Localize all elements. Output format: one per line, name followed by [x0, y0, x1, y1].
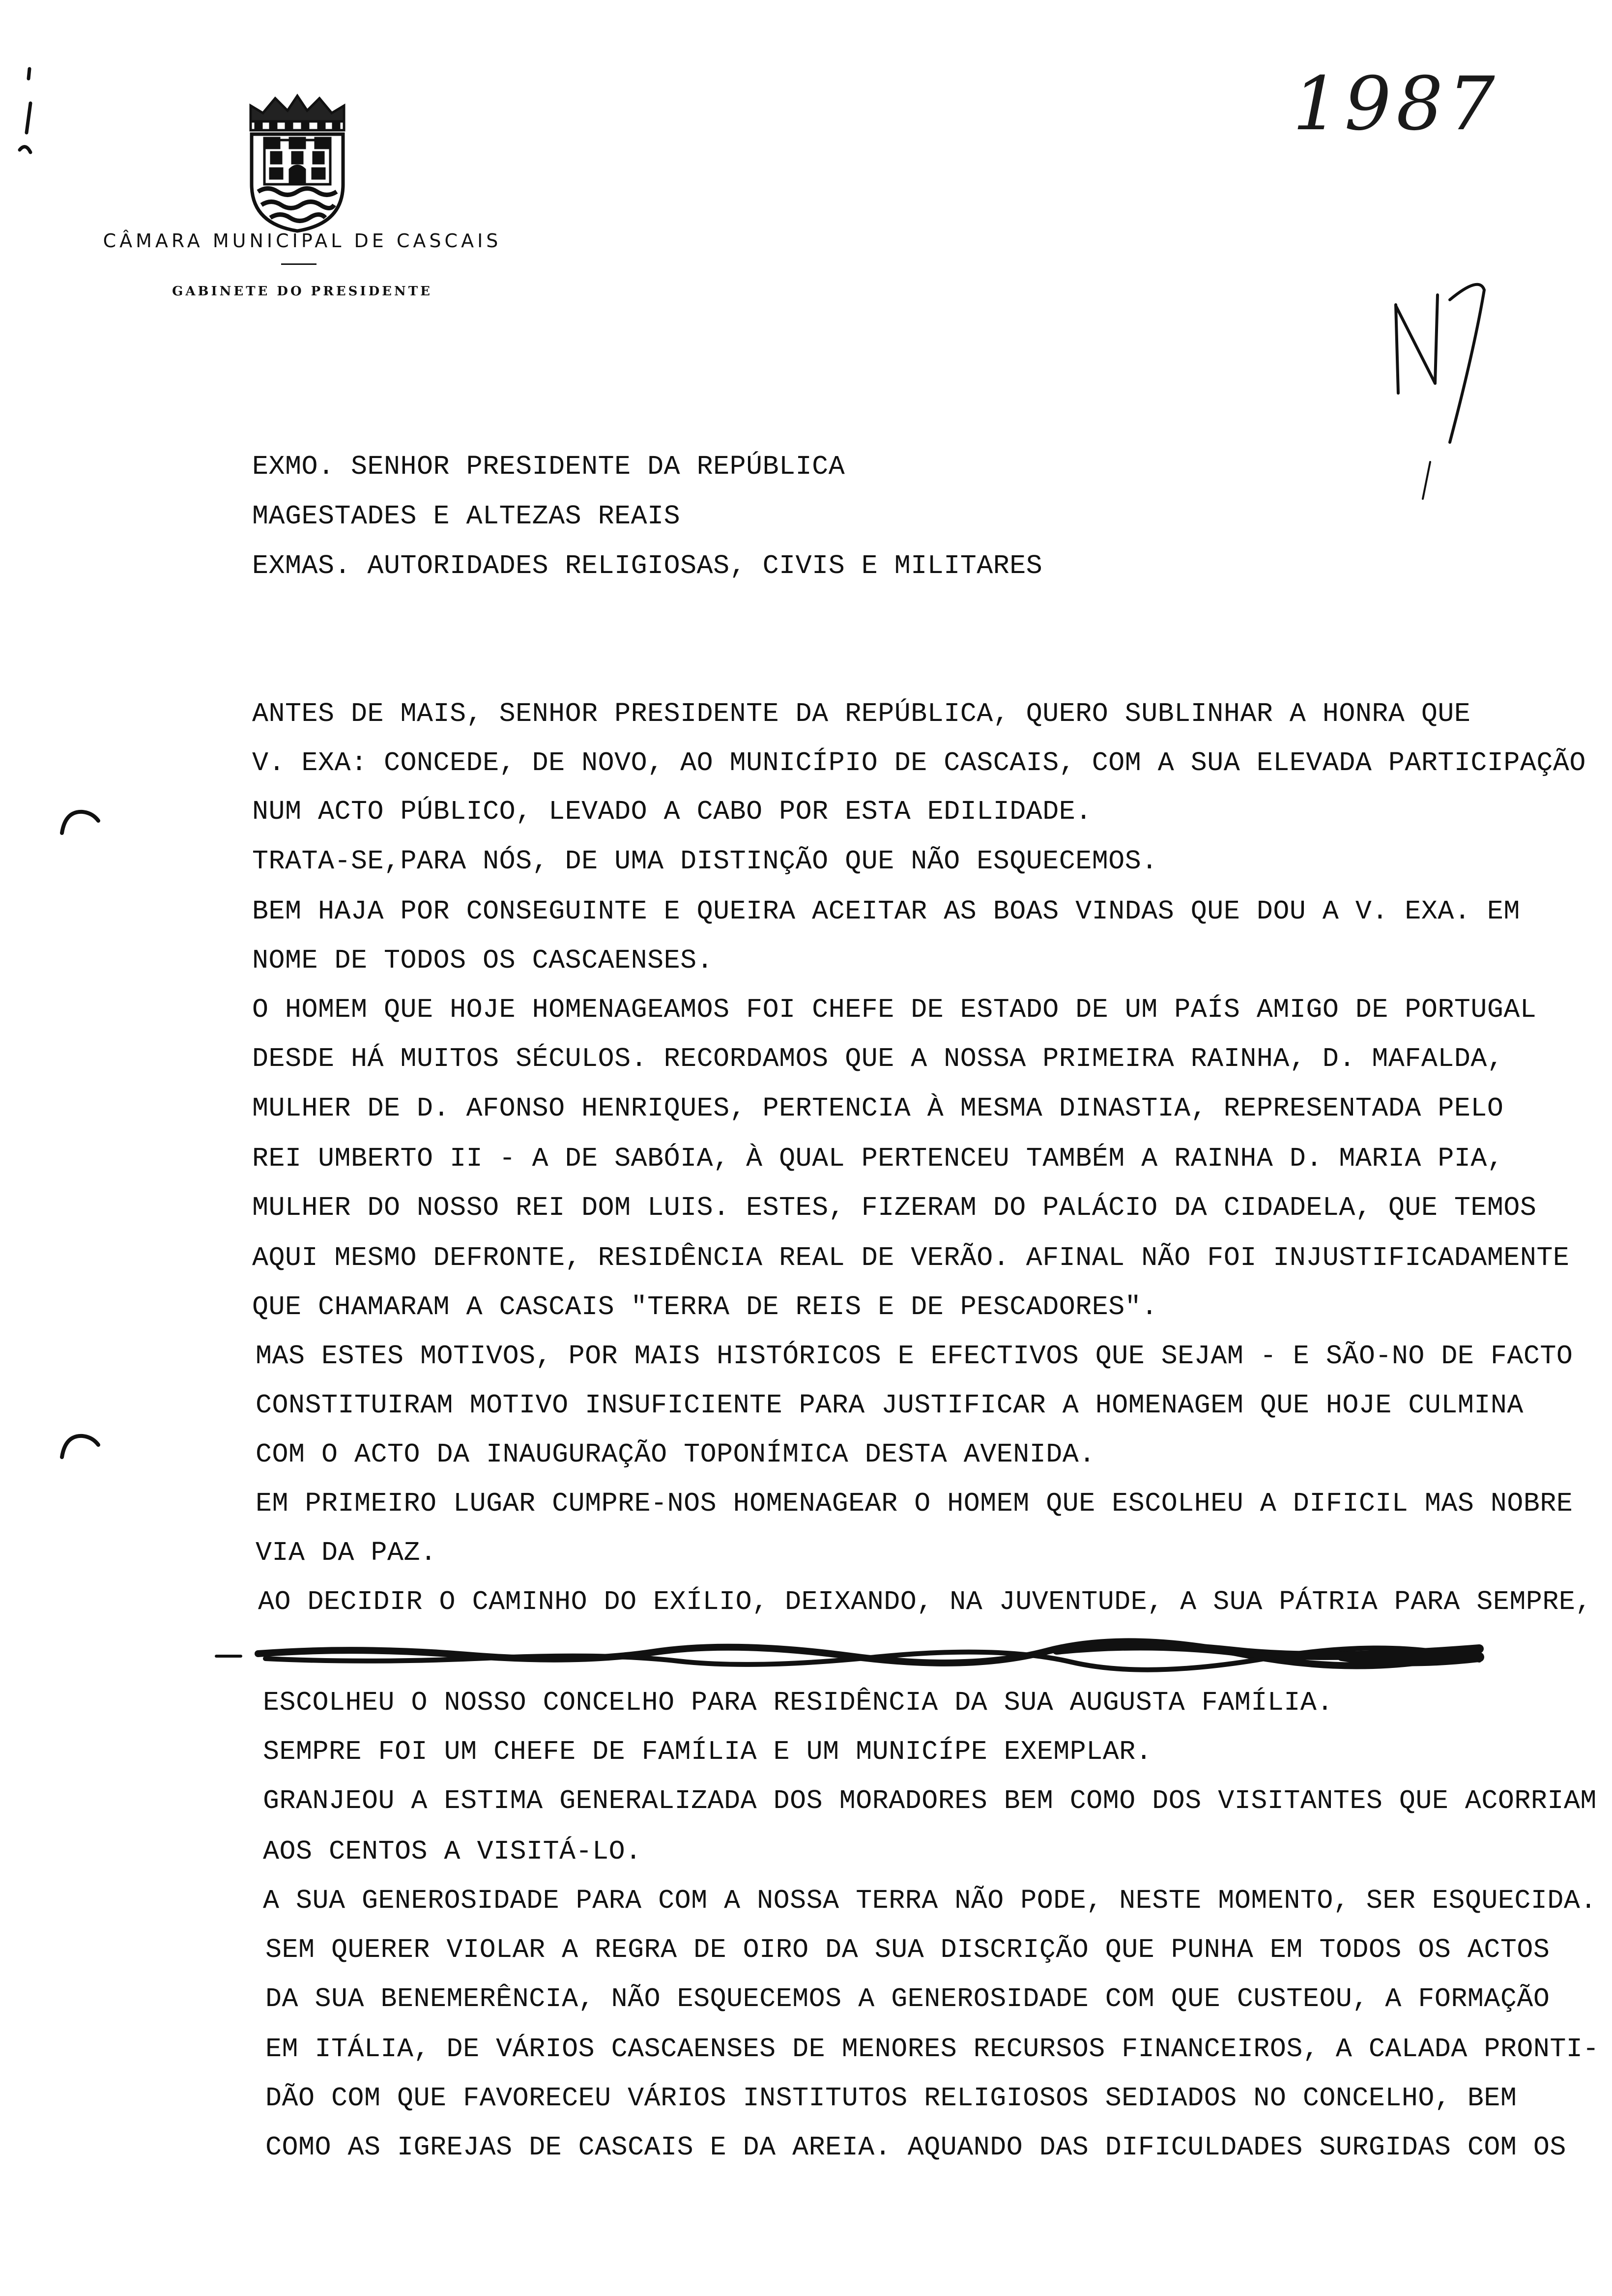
body-line: AOS CENTOS A VISITÁ-LO.	[263, 1836, 642, 1867]
body-line: BEM HAJA POR CONSEGUINTE E QUEIRA ACEITAR AS BOAS VINDAS QUE DOU A V. EXA. EM	[252, 896, 1520, 927]
body-line: COM O ACTO DA INAUGURAÇÃO TOPONÍMICA DESTA AVENIDA.	[256, 1439, 1095, 1470]
body-line: COMO AS IGREJAS DE CASCAIS E DA AREIA. AQUANDO DAS DIFICULDADES SURGIDAS COM OS	[265, 2132, 1566, 2163]
department-name: GABINETE DO PRESIDENTE	[172, 284, 432, 299]
body-line: SEM QUERER VIOLAR A REGRA DE OIRO DA SUA DISCRIÇÃO QUE PUNHA EM TODOS OS ACTOS	[265, 1934, 1550, 1965]
body-line: MAS ESTES MOTIVOS, POR MAIS HISTÓRICOS E EFECTIVOS QUE SEJAM - E SÃO-NO DE FACTO	[256, 1341, 1573, 1372]
body-line: DÃO COM QUE FAVORECEU VÁRIOS INSTITUTOS RELIGIOSOS SEDIADOS NO CONCELHO, BEM	[265, 2083, 1517, 2114]
body-line: NUM ACTO PÚBLICO, LEVADO A CABO POR ESTA EDILIDADE.	[252, 796, 1092, 827]
body-line: VIA DA PAZ.	[256, 1537, 437, 1568]
body-line: EM PRIMEIRO LUGAR CUMPRE-NOS HOMENAGEAR O HOMEM QUE ESCOLHEU A DIFICIL MAS NOBRE	[256, 1488, 1573, 1519]
body-line: ESCOLHEU O NOSSO CONCELHO PARA RESIDÊNCIA DA SUA AUGUSTA FAMÍLIA.	[263, 1687, 1333, 1718]
margin-bracket-icon	[58, 806, 102, 835]
handwritten-initials-text: N7	[1376, 275, 1377, 276]
body-line: MULHER DO NOSSO REI DOM LUIS. ESTES, FIZERAM DO PALÁCIO DA CIDADELA, QUE TEMOS	[252, 1192, 1537, 1223]
body-line: AQUI MESMO DEFRONTE, RESIDÊNCIA REAL DE VERÃO. AFINAL NÃO FOI INJUSTIFICADAMENTE	[252, 1242, 1570, 1273]
handwritten-initials	[1376, 275, 1494, 501]
addressee-block	[252, 452, 1042, 601]
body-line: REI UMBERTO II - A DE SABÓIA, À QUAL PERTENCEU TAMBÉM A RAINHA D. MARIA PIA,	[252, 1143, 1504, 1174]
municipal-crest-icon	[241, 91, 354, 233]
body-line: A SUA GENEROSIDADE PARA COM A NOSSA TERRA NÃO PODE, NESTE MOMENTO, SER ESQUECIDA.	[263, 1885, 1597, 1916]
margin-bracket-icon	[58, 1430, 102, 1460]
body-line: DA SUA BENEMERÊNCIA, NÃO ESQUECEMOS A GENEROSIDADE COM QUE CUSTEOU, A FORMAÇÃO	[265, 1983, 1550, 2014]
body-line: SEMPRE FOI UM CHEFE DE FAMÍLIA E UM MUNICÍPE EXEMPLAR.	[263, 1736, 1152, 1767]
body-line: AO DECIDIR O CAMINHO DO EXÍLIO, DEIXANDO, NA JUVENTUDE, A SUA PÁTRIA PARA SEMPRE,	[258, 1586, 1592, 1617]
margin-mark-icon	[10, 59, 39, 162]
body-line: V. EXA: CONCEDE, DE NOVO, AO MUNICÍPIO DE CASCAIS, COM A SUA ELEVADA PARTICIPAÇÃO	[252, 747, 1586, 778]
strikethrough-scribble	[211, 1636, 1528, 1676]
body-line: EM ITÁLIA, DE VÁRIOS CASCAENSES DE MENORES RECURSOS FINANCEIROS, A CALADA PRONTI-	[265, 2034, 1599, 2065]
body-line: DESDE HÁ MUITOS SÉCULOS. RECORDAMOS QUE A NOSSA PRIMEIRA RAINHA, D. MAFALDA,	[252, 1043, 1504, 1074]
body-line: O HOMEM QUE HOJE HOMENAGEAMOS FOI CHEFE DE ESTADO DE UM PAÍS AMIGO DE PORTUGAL	[252, 994, 1537, 1025]
body-line: QUE CHAMARAM A CASCAIS "TERRA DE REIS E DE PESCADORES".	[252, 1292, 1158, 1322]
body-line: CONSTITUIRAM MOTIVO INSUFICIENTE PARA JUSTIFICAR A HOMENAGEM QUE HOJE CULMINA	[256, 1390, 1524, 1421]
body-line: GRANJEOU A ESTIMA GENERALIZADA DOS MORADORES BEM COMO DOS VISITANTES QUE ACORRIAM	[263, 1785, 1597, 1816]
addressee-line: EXMAS. AUTORIDADES RELIGIOSAS, CIVIS E MILITARES	[252, 550, 1043, 581]
body-line: TRATA-SE,PARA NÓS, DE UMA DISTINÇÃO QUE NÃO ESQUECEMOS.	[252, 846, 1158, 877]
organization-name: CÂMARA MUNICIPAL DE CASCAIS	[103, 230, 502, 252]
handwritten-year: 1987	[1293, 61, 1500, 147]
addressee-line: MAGESTADES E ALTEZAS REAIS	[252, 501, 681, 532]
body-line: NOME DE TODOS OS CASCAENSES.	[252, 945, 714, 976]
body-line: ANTES DE MAIS, SENHOR PRESIDENTE DA REPÚBLICA, QUERO SUBLINHAR A HONRA QUE	[252, 698, 1471, 729]
addressee-line: EXMO. SENHOR PRESIDENTE DA REPÚBLICA	[252, 451, 845, 482]
body-line: MULHER DE D. AFONSO HENRIQUES, PERTENCIA À MESMA DINASTIA, REPRESENTADA PELO	[252, 1093, 1504, 1124]
letterhead-divider	[281, 263, 317, 265]
